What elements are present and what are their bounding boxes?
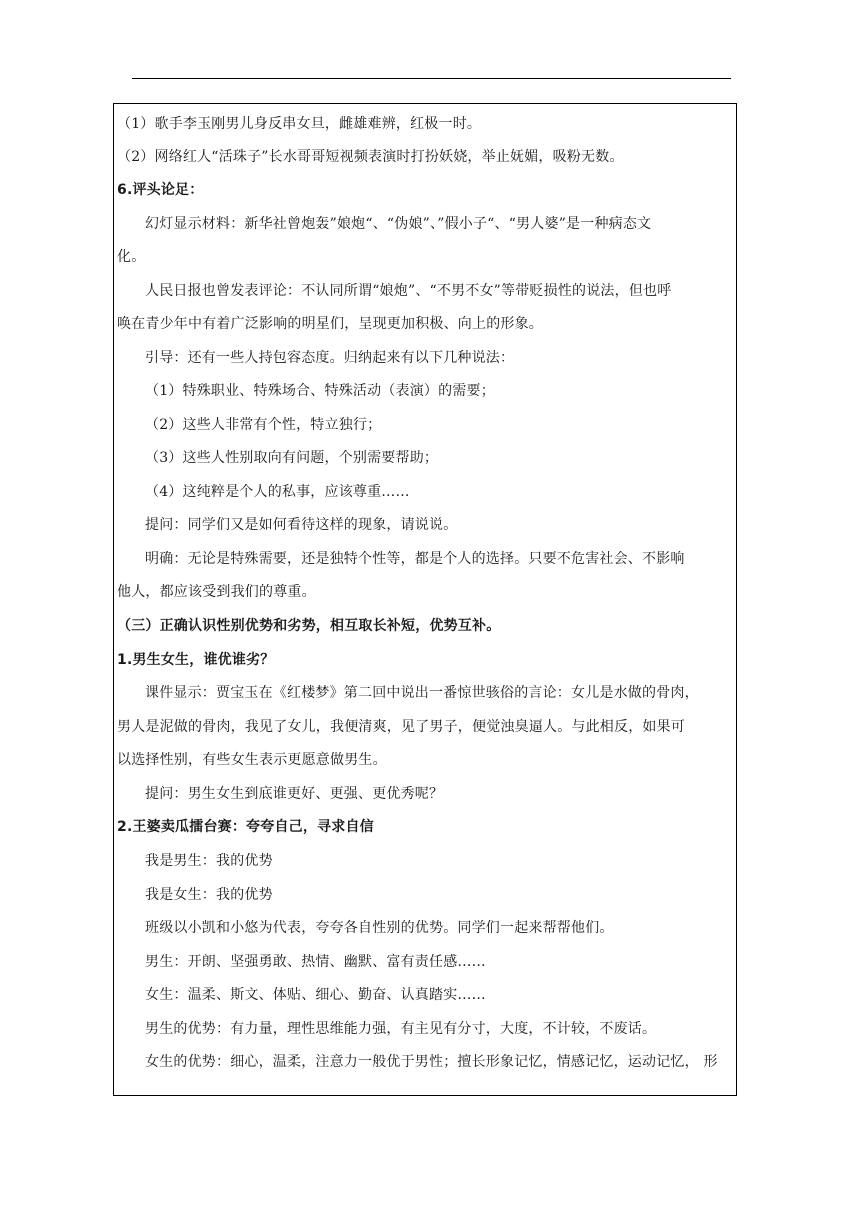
text-line: 唤在青少年中有着广泛影响的明星们，呈现更加积极、向上的形象。 (117, 316, 543, 332)
text-line: 班级以小凯和小悠为代表，夸夸各自性别的优势。同学们一起来帮帮他们。 (145, 920, 614, 936)
list-item: （2）这些人非常有个性，特立独行； (145, 417, 382, 433)
text-line: 男生：开朗、坚强勇敢、热情、幽默、富有责任感…… (145, 954, 486, 970)
section-heading: 2.王婆卖瓜擂台赛：夸夸自己，寻求自信 (117, 819, 374, 835)
section-heading: 6.评头论足： (117, 182, 204, 198)
text-line: 幻灯显示材料：新华社曾炮轰”娘炮“、“伪娘”、”假小子“、“男人婆”是一种病态文 (145, 216, 652, 232)
text-line: （1）歌手李玉刚男儿身反串女旦，雌雄难辨，红极一时。 (117, 116, 482, 132)
text-line: 我是男生：我的优势 (145, 853, 273, 869)
text-line: 人民日报也曾发表评论：不认同所谓“娘炮”、“不男不女”等带贬损性的说法，但也呼 (145, 283, 672, 299)
text-line: 男人是泥做的骨肉，我见了女儿，我便清爽，见了男子，便觉浊臭逼人。与此相反，如果可 (117, 719, 685, 735)
header-rule (132, 78, 731, 79)
text-line: 以选择性别，有些女生表示更愿意做男生。 (117, 752, 387, 768)
text-line: （2）网络红人“活珠子”长水哥哥短视频表演时打扮妖娆，举止妩媚，吸粉无数。 (117, 149, 624, 165)
text-line: 课件显示：贾宝玉在《红楼梦》第二回中说出一番惊世骇俗的言论：女儿是水做的骨肉， (145, 685, 699, 701)
table-right-border (736, 103, 737, 1096)
text-line: 女生：温柔、斯文、体贴、细心、勤奋、认真踏实…… (145, 987, 486, 1003)
text-line: 男生的优势：有力量，理性思维能力强，有主见有分寸，大度，不计较，不废话。 (145, 1021, 657, 1037)
section-heading: 1.男生女生，谁优谁劣？ (117, 652, 275, 668)
text-line: 提问：男生女生到底谁更好、更强、更优秀呢？ (145, 786, 444, 802)
text-line: 提问：同学们又是如何看待这样的现象，请说说。 (145, 517, 458, 533)
text-line: 女生的优势：细心，温柔，注意力一般优于男性；擅长形象记忆，情感记忆，运动记忆， 形 (145, 1054, 718, 1070)
list-item: （1）特殊职业、特殊场合、特殊活动（表演）的需要； (145, 383, 495, 399)
list-item: （3）这些人性别取向有问题，个别需要帮助； (145, 450, 439, 466)
text-line: 明确：无论是特殊需要，还是独特个性等，都是个人的选择。只要不危害社会、不影响 (145, 551, 685, 567)
section-heading: （三）正确认识性别优势和劣势，相互取长补短，优势互补。 (117, 618, 501, 634)
text-line: 引导：还有一些人持包容态度。归纳起来有以下几种说法： (145, 350, 515, 366)
text-line: 我是女生：我的优势 (145, 887, 273, 903)
text-line: 化。 (117, 249, 146, 265)
list-item: （4）这纯粹是个人的私事，应该尊重…… (145, 484, 410, 500)
text-line: 他人，都应该受到我们的尊重。 (117, 584, 316, 600)
